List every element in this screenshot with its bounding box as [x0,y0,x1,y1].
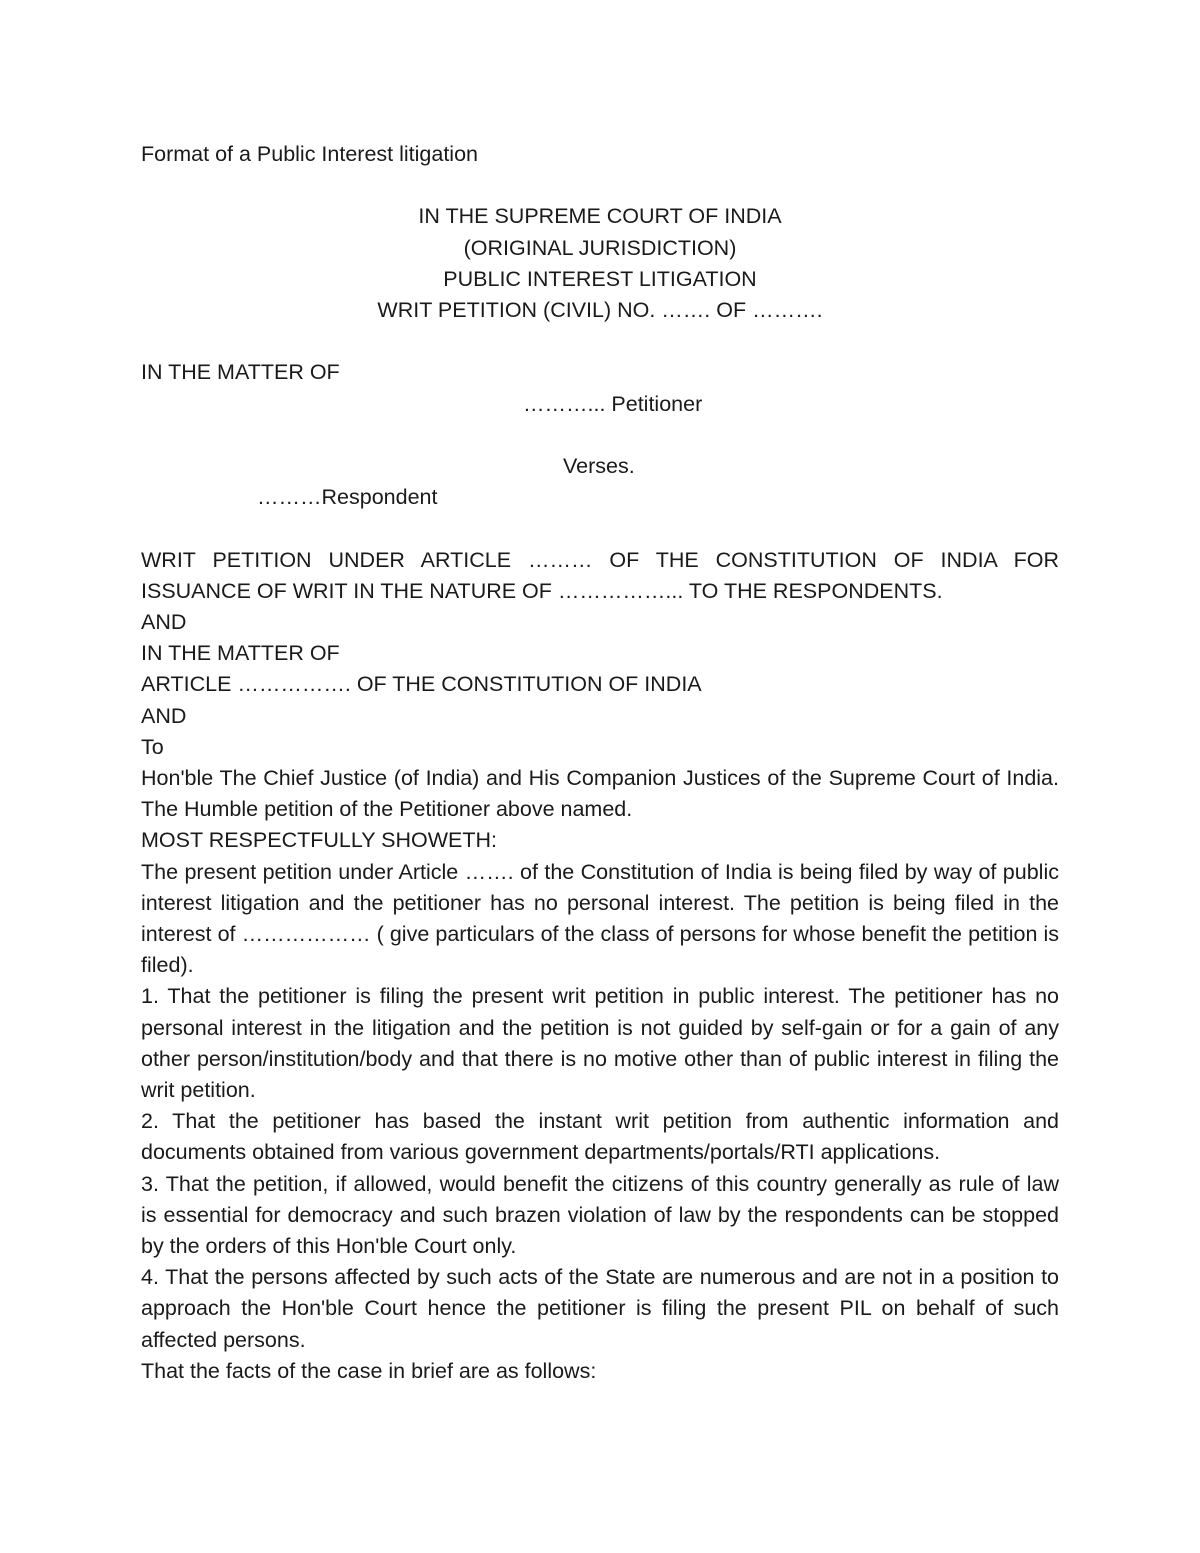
facts-intro: That the facts of the case in brief are as follows: [141,1358,597,1383]
verses-line: Verses. [563,453,635,478]
numbered-point: 1. That the petitioner is filing the present writ petition in public interest. The petitioner has no personal interest in the litigation and the petition is not guided by self-gain or for a gain of any other person/institution/body and that there is no motive other than of public interest in filing the writ petition. [141,984,1059,1103]
numbered-point: 3. That the petition, if allowed, would benefit the citizens of this country generally as rule of law is essential for democracy and such brazen violation of law by the respondents can be stopped by the orders of this Hon'ble Court only. [141,1171,1059,1259]
article-line: ARTICLE ……………. OF THE CONSTITUTION OF INDIA [141,672,702,697]
and-connector: AND [141,609,187,634]
numbered-point: 2. That the petitioner has based the instant writ petition from authentic information and documents obtained from various government departments/portals/RTI applications. [141,1109,1059,1165]
matter-parties [141,357,1059,513]
petitioner-line: ………... Petitioner [523,391,703,416]
court-heading [141,201,1059,326]
litigation-type: PUBLIC INTEREST LITIGATION [443,266,757,291]
spacer [141,513,1059,544]
respondent-line: ………Respondent [257,485,438,510]
intro-paragraph: The present petition under Article ……. of the Constitution of India is being filed by way of public interest litigation and the petitioner has no personal interest. The petition is being filed in the interest of ……………… ( give particulars of the class of persons for whose benefit the petition is filed). [141,859,1059,978]
document-title: Format of a Public Interest litigation [141,142,478,166]
petition-number: WRIT PETITION (CIVIL) NO. ……. OF ………. [377,298,823,322]
spacer [141,420,1059,451]
court-name: IN THE SUPREME COURT OF INDIA [418,204,782,229]
document-page [141,139,1059,1387]
numbered-point: 4. That the persons affected by such acts of the State are numerous and are not in a position to approach the Hon'ble Court hence the petitioner is filing the present PIL on behalf of such affected persons. [141,1265,1059,1352]
showeth-heading: MOST RESPECTFULLY SHOWETH: [141,828,497,853]
matter-label: IN THE MATTER OF [141,360,340,385]
spacer [141,170,1059,201]
to-label: To [141,734,164,759]
matter-label-2: IN THE MATTER OF [141,641,340,666]
and-connector-2: AND [141,703,187,728]
address-paragraph: Hon'ble The Chief Justice (of India) and His Companion Justices of the Supreme Court of India. The Humble petition of the Petitioner above named. [141,766,1059,822]
writ-under-article: WRIT PETITION UNDER ARTICLE ……… OF THE CONSTITUTION OF INDIA FOR ISSUANCE OF WRIT IN THE NATURE OF ……………... TO THE RESPONDENTS. [141,547,1059,603]
jurisdiction-label: (ORIGINAL JURISDICTION) [463,235,737,260]
spacer [141,326,1059,357]
